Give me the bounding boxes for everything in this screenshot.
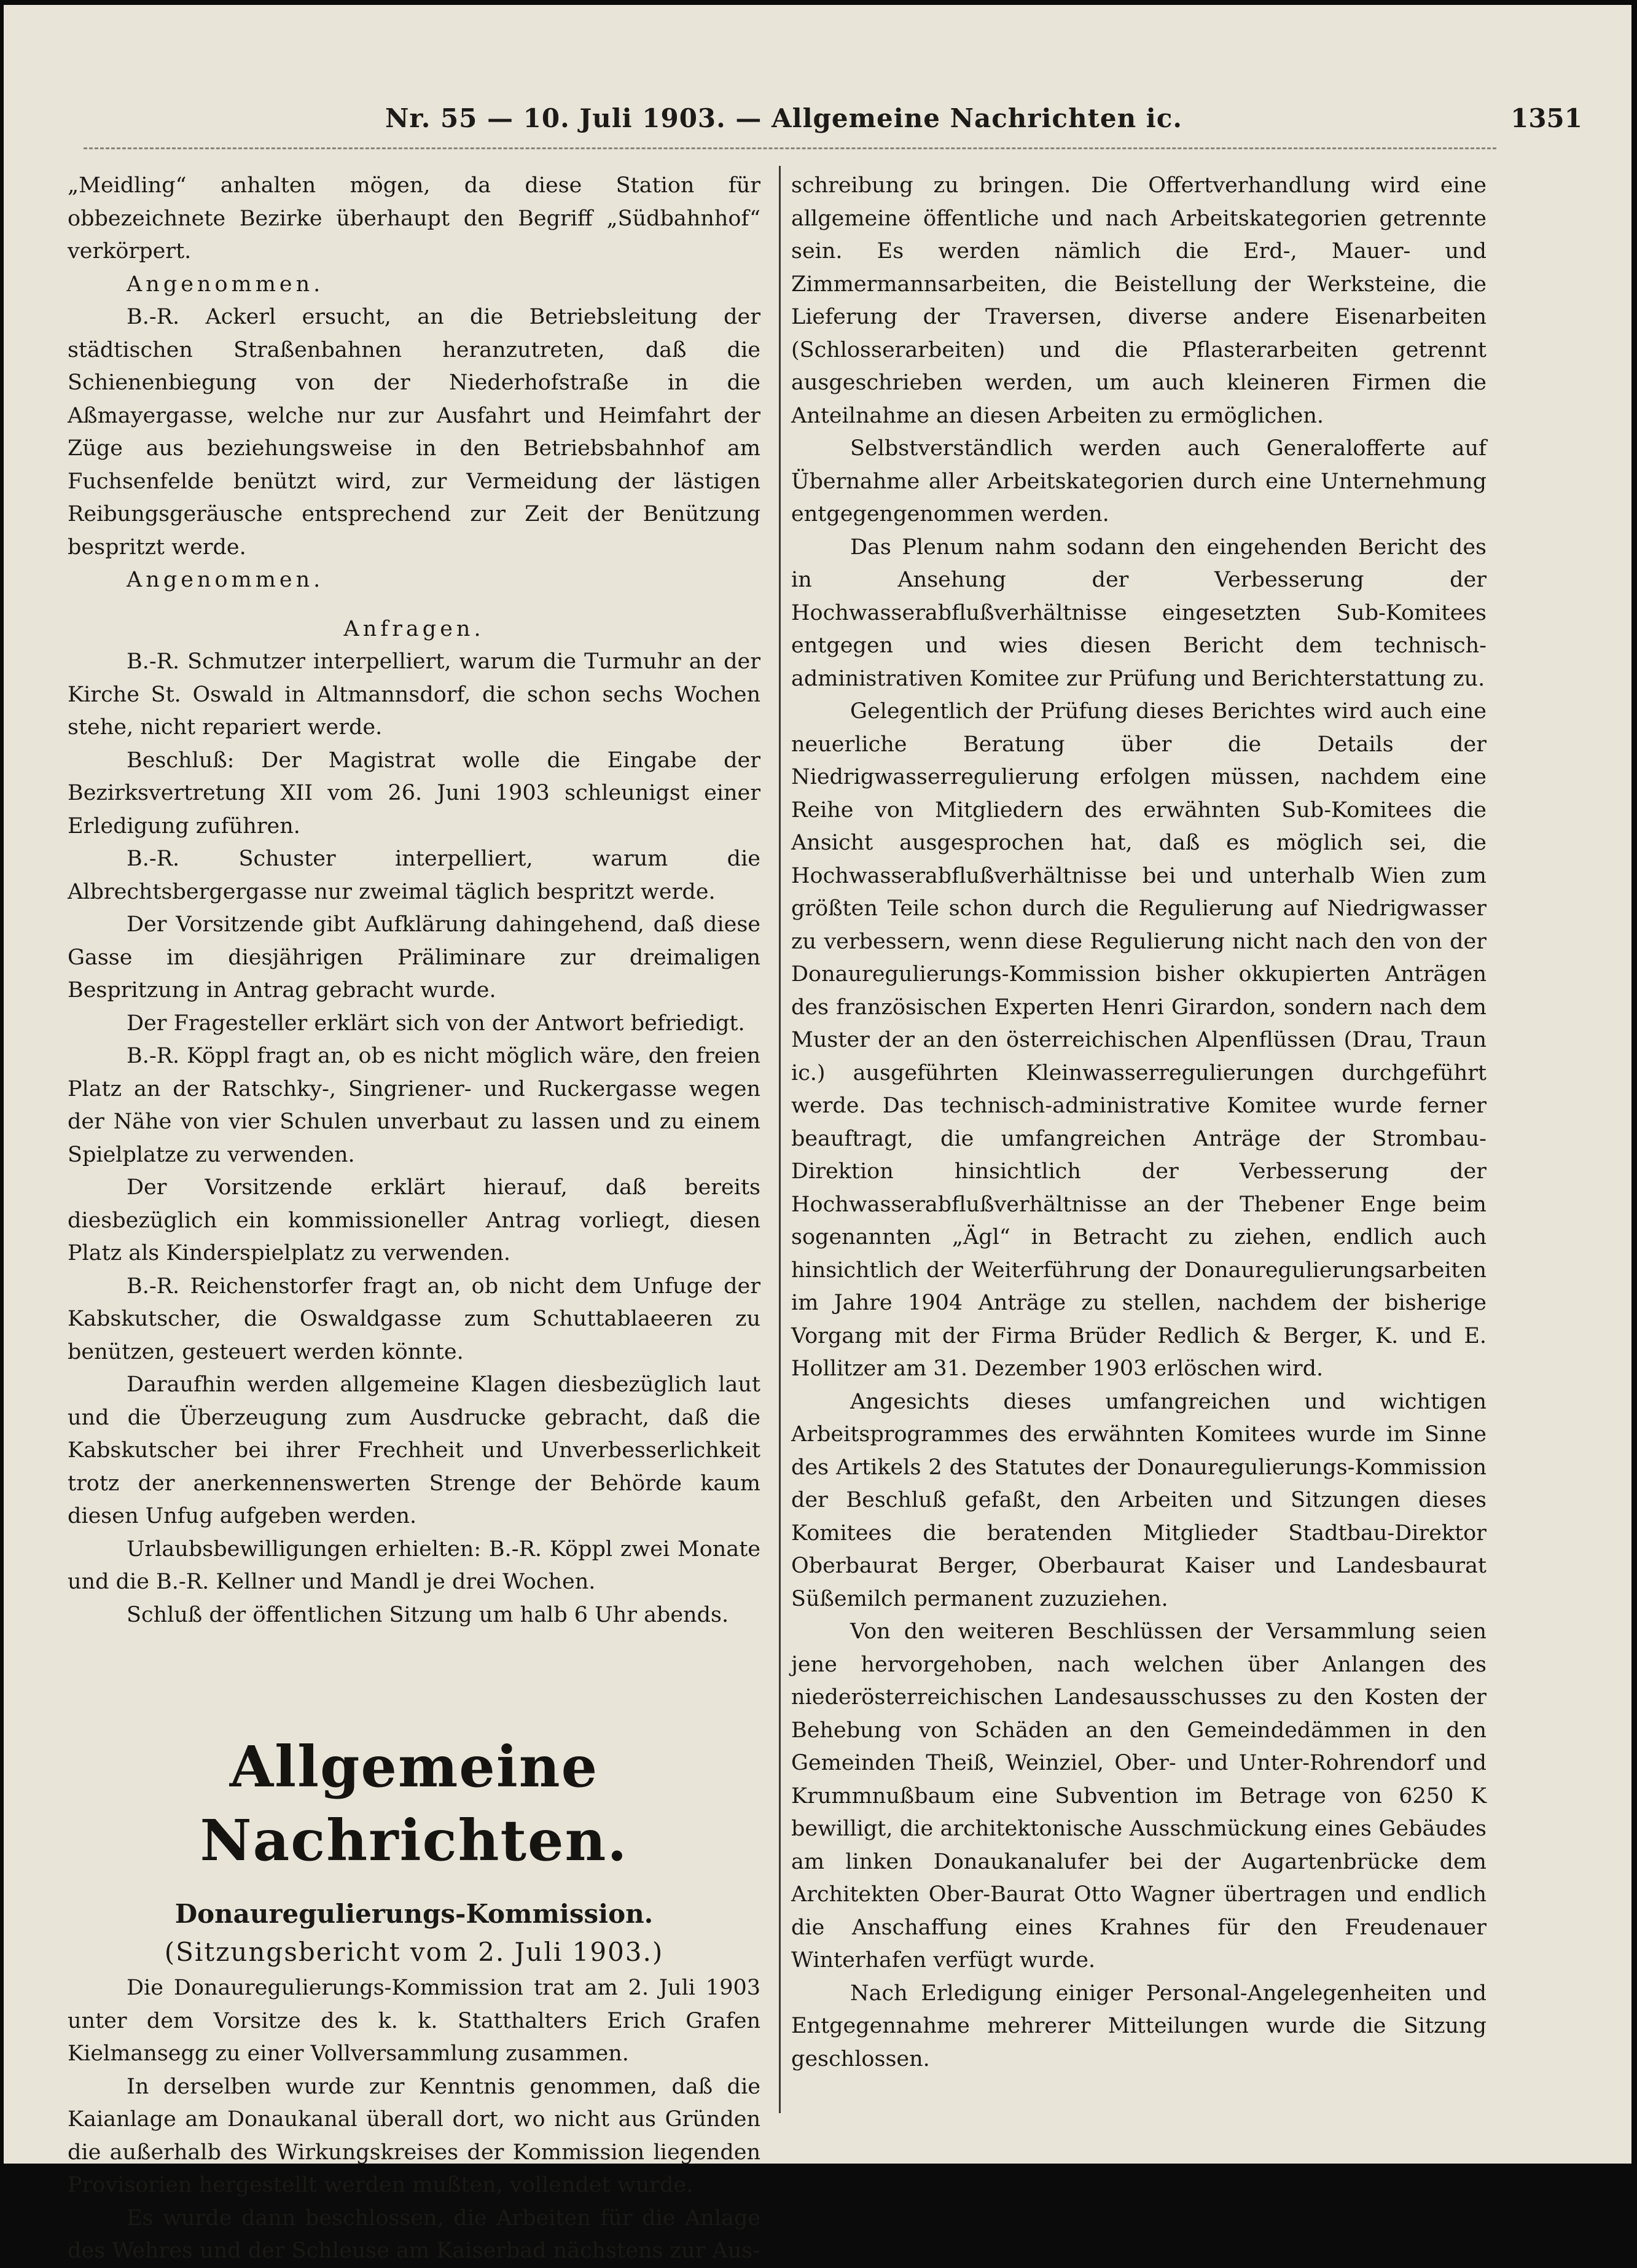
newspaper-page [4,5,1631,2263]
article-subtitle: (Sitzungsbericht vom 2. Juli 1903.) [164,1937,664,1967]
paragraph: Die Donauregulierungs-Kommission trat am 2. Juli 1903 unter dem Vorsitze des k. k. Statthalters Erich Grafen Kielmansegg zu einer Vollversammlung zusammen. [68,1976,760,2066]
paragraph: Nach Erledigung einiger Personal-Angelegenheiten und Entgegennahme mehrerer Mitteilungen wurde die Sitzung geschlossen. [791,1981,1487,2071]
paragraph: Beschluß: Der Magistrat wolle die Eingabe der Bezirksvertretung XII vom 26. Juni 1903 schleunigst einer Erledigung zuführen. [68,748,760,839]
section-title: Allgemeine Nachrichten. [200,1734,628,1874]
page-number: 1351 [1510,103,1582,133]
paragraph: Selbstverständlich werden auch Generalofferte auf Übernahme aller Arbeitskategorien durch eine Unternehmung entgegengenommen werden. [791,436,1487,526]
paragraph: B.-R. Köppl fragt an, ob es nicht möglich wäre, den freien Platz an der Ratschky-, Singriener- und Ruckergasse wegen der Nähe von vier Schulen unverbaut zu lassen und zu einem Spielplatze zu verwenden. [68,1044,760,1167]
paragraph: Der Vorsitzende gibt Aufklärung dahingehend, daß diese Gasse im diesjährigen Präliminare zur dreimaligen Bespritzung in Antrag gebracht wurde. [68,912,760,1003]
header-rule [84,147,1496,149]
paragraph: Angenommen. [127,272,324,297]
sub-heading: Anfragen. [343,616,485,641]
page-header [4,103,1631,140]
paragraph: „Meidling“ anhalten mögen, da diese Station für obbezeichnete Bezirke überhaupt den Begriff „Südbahnhof“ verkörpert. [68,173,760,264]
paragraph: Das Plenum nahm sodann den eingehenden Bericht des in Ansehung der Verbesserung der Hochwasserabflußverhältnisse eingesetzten Sub-Komitees entgegen und wies diesen Bericht dem technisch-administrativen Komitee zur Prüfung und Berichterstattung zu. [791,534,1487,691]
header-title: Nr. 55 — 10. Juli 1903. — Allgemeine Nachrichten ic. [385,103,1182,133]
paragraph: Der Fragesteller erklärt sich von der Antwort befriedigt. [127,1011,745,1036]
paragraph: Schluß der öffentlichen Sitzung um halb 6 Uhr abends. [127,1602,729,1627]
paragraph: B.-R. Schuster interpelliert, warum die Albrechtsbergergasse nur zweimal täglich bespritzt werde. [68,847,760,904]
paragraph: Es wurde dann beschlossen, die Arbeiten für die Anlage des Wehres und der Schleuse am Kaiserbad nächstens zur Aus- [68,2205,760,2263]
paragraph: Angenommen. [127,568,324,592]
paragraph: schreibung zu bringen. Die Offertverhandlung wird eine allgemeine öffentliche und nach Arbeitskategorien getrennte sein. Es werden nämlich die Erd-, Mauer- und Zimmermannsarbeiten, die Beistellung der Werksteine, die Lieferung der Traversen, diverse andere Eisenarbeiten (Schlosserarbeiten) und die Pflasterarbeiten getrennt ausgeschrieben werden, um auch kleineren Firmen die Anteilnahme an diesen Arbeiten zu ermöglichen. [791,173,1487,428]
paragraph: Daraufhin werden allgemeine Klagen diesbezüglich laut und die Überzeugung zum Ausdrucke gebracht, daß die Kabskutscher bei ihrer Frechheit und Unverbesserlichkeit trotz der anerkennenswerten Strenge der Behörde kaum diesen Unfug aufgeben werden. [68,1372,760,1528]
paragraph: Angesichts dieses umfangreichen und wichtigen Arbeitsprogrammes des erwähnten Komitees wurde im Sinne des Artikels 2 des Statutes der Donauregulierungs-Kommission der Beschluß gefaßt, den Arbeiten und Sitzungen dieses Komitees die beratenden Mitglieder Stadtbau-Direktor Oberbaurat Berger, Oberbaurat Kaiser und Landesbaurat Süßemilch permanent zuzuziehen. [791,1389,1487,1611]
paragraph: B.-R. Ackerl ersucht, an die Betriebsleitung der städtischen Straßenbahnen heranzutreten, daß die Schienenbiegung von der Niederhofstraße in die Aßmayergasse, welche nur zur Ausfahrt und Heimfahrt der Züge aus beziehungsweise in den Betriebsbahnhof am Fuchsenfelde benützt wird, zur Vermeidung der lästigen Reibungsgeräusche entsprechend zur Zeit der Benützung bespritzt werde. [68,305,760,560]
column-divider [779,166,781,2113]
left-column [68,170,760,2268]
paragraph: B.-R. Reichenstorfer fragt an, ob nicht dem Unfuge der Kabskutscher, die Oswaldgasse zum Schuttablaeeren zu benützen, gesteuert werden könnte. [68,1273,760,1364]
article-title: Donauregulierungs-Kommission. [174,1899,654,1929]
paragraph: Von den weiteren Beschlüssen der Versammlung seien jene hervorgehoben, nach welchen über Anlangen des niederösterreichischen Landesausschusses zu den Kosten der Behebung von Schäden an den Gemeindedämmen in den Gemeinden Theiß, Weinziel, Ober- und Unter-Rohrendorf und Krummnußbaum eine Subvention im Betrage von 6250 K bewilligt, die architektonische Ausschmückung eines Gebäudes am linken Donaukanalufer bei der Augartenbrücke dem Architekten Ober-Baurat Otto Wagner übertragen und endlich die Anschaffung eines Krahnes für den Freudenauer Winterhafen verfügt wurde. [791,1619,1487,1973]
paragraph: Der Vorsitzende erklärt hierauf, daß bereits diesbezüglich ein kommissioneller Antrag vorliegt, diesen Platz als Kinderspielplatz zu verwenden. [68,1175,760,1265]
paragraph: Urlaubsbewilligungen erhielten: B.-R. Köppl zwei Monate und die B.-R. Kellner und Mandl je drei Wochen. [68,1536,760,1594]
right-column [791,170,1487,2076]
paragraph: B.-R. Schmutzer interpelliert, warum die Turmuhr an der Kirche St. Oswald in Altmannsdorf, die schon sechs Wochen stehe, nicht repariert werde. [68,649,760,740]
paragraph: Gelegentlich der Prüfung dieses Berichtes wird auch eine neuerliche Beratung über die Details der Niedrigwasserregulierung erfolgen müssen, nachdem eine Reihe von Mitgliedern des erwähnten Sub-Komitees die Ansicht ausgesprochen hat, daß es möglich sei, die Hochwasserabflußverhältnisse bei und unterhalb Wien zum größten Teile schon durch die Regulierung auf Niedrigwasser zu verbessern, wenn diese Regulierung nicht nach den von der Donauregulierungs-Kommission bisher okkupierten Anträgen des französischen Experten Henri Girardon, sondern nach dem Muster der an den österreichischen Alpenflüssen (Drau, Traun ic.) ausgeführten Kleinwasserregulierungen durchgeführt werde. Das technisch-administrative Komitee wurde ferner beauftragt, die umfangreichen Anträge der Strombau-Direktion hinsichtlich der Verbesserung der Hochwasserabflußverhältnisse an der Thebener Enge beim sogenannten „Ägl“ in Betracht zu ziehen, endlich auch hinsichtlich der Weiterführung der Donauregulierungsarbeiten im Jahre 1904 Anträge zu stellen, nachdem der bisherige Vorgang mit der Firma Brüder Redlich & Berger, K. und E. Hollitzer am 31. Dezember 1903 erlöschen wird. [791,699,1487,1381]
paragraph: In derselben wurde zur Kenntnis genommen, daß die Kaianlage am Donaukanal überall dort, wo nicht aus Gründen die außerhalb des Wirkungskreises der Kommission liegenden Provisorien hergestellt werden mußten, vollendet wurde. [68,2074,760,2197]
